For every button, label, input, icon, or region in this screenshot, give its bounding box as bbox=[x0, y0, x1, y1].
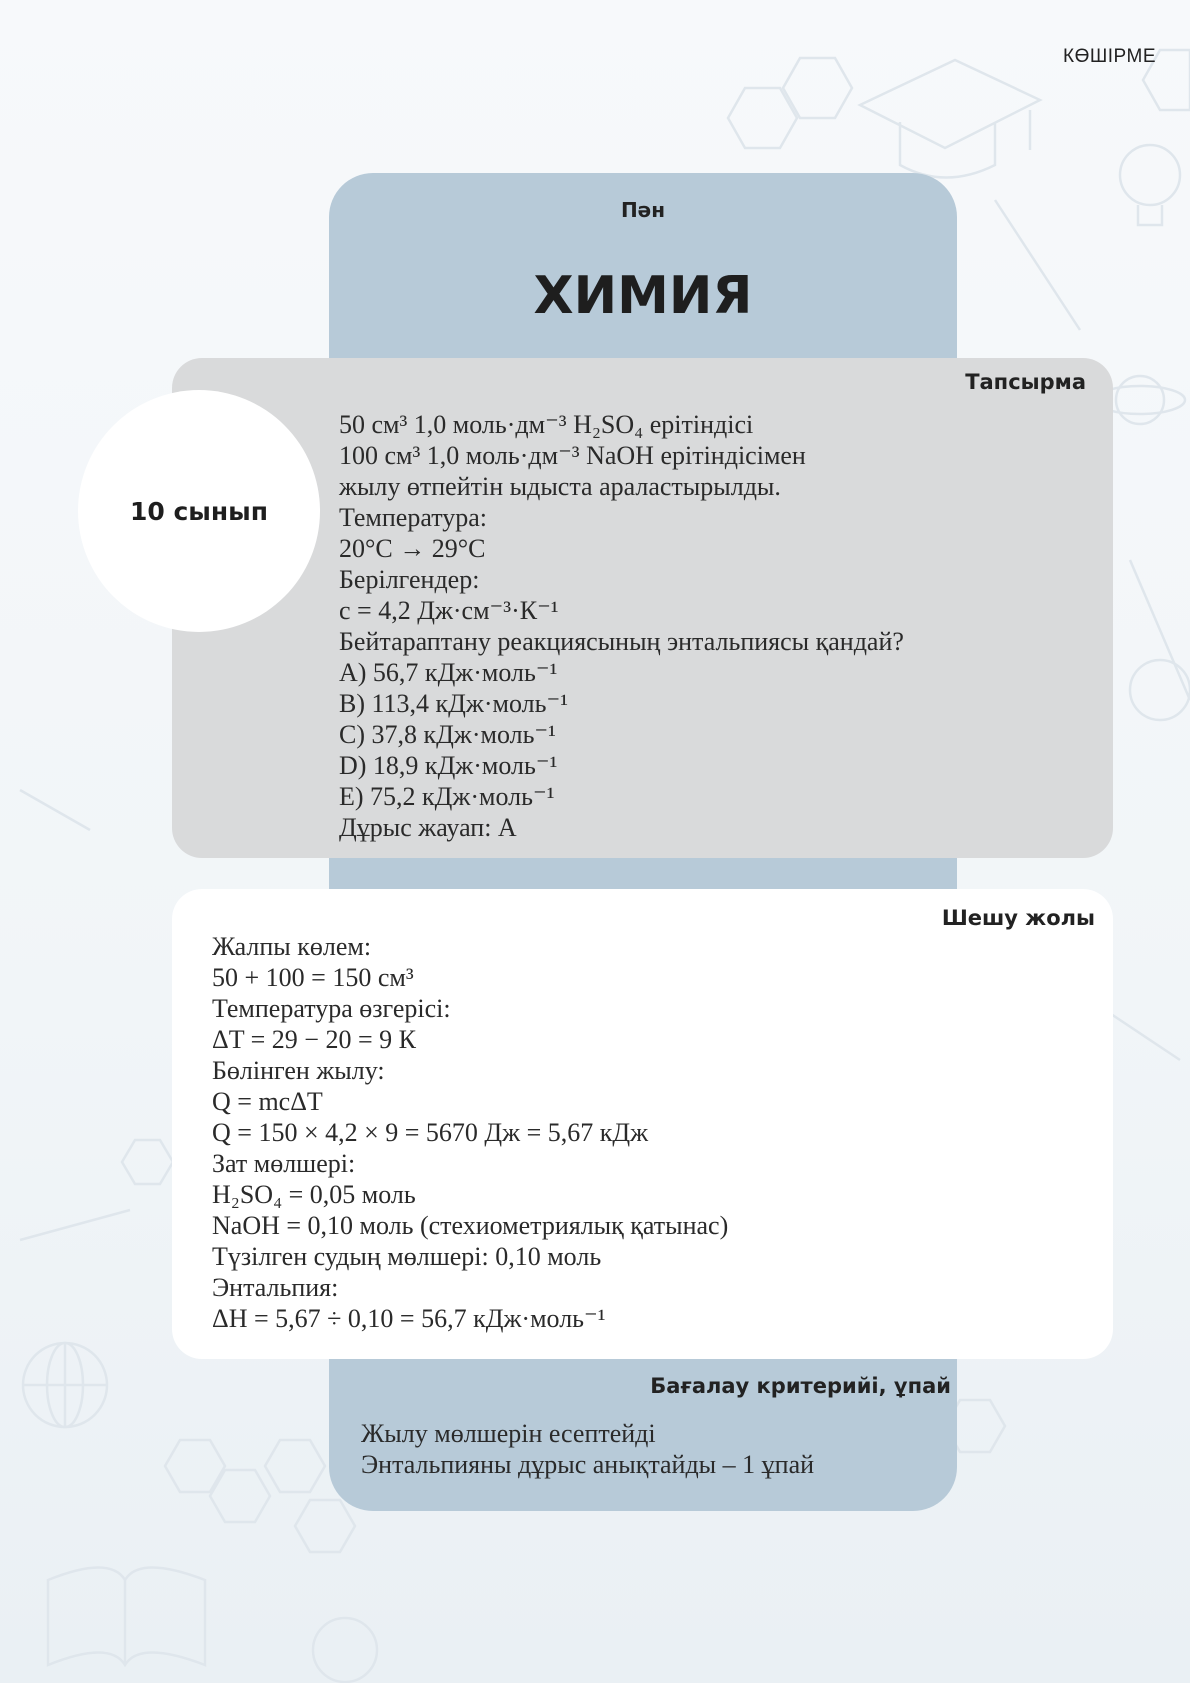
criteria-text bbox=[361, 1418, 814, 1480]
solution-line: Температура өзгерісі: bbox=[212, 994, 451, 1023]
solution-text bbox=[212, 931, 728, 1334]
task-line: Берілгендер: bbox=[339, 565, 480, 594]
solution-line: ΔT = 29 − 20 = 9 К bbox=[212, 1025, 416, 1054]
grade-badge bbox=[78, 390, 320, 632]
task-line: c = 4,2 Дж·см⁻³·К⁻¹ bbox=[339, 596, 559, 625]
solution-line: Бөлінген жылу: bbox=[212, 1056, 385, 1085]
open-book-icon bbox=[48, 1568, 205, 1666]
solution-line: Энтальпия: bbox=[212, 1273, 339, 1302]
solution-heading: Шешу жолы bbox=[941, 906, 1095, 930]
lightbulb-icon bbox=[1120, 145, 1180, 205]
correct-answer: Дұрыс жауап: A bbox=[339, 813, 517, 842]
task-line: Температура: bbox=[339, 503, 487, 532]
grade-text: 10 сынып bbox=[129, 496, 269, 526]
task-line: 20°C → 29°C bbox=[339, 534, 486, 563]
criteria-heading: Бағалау критерийі, ұпай bbox=[650, 1374, 951, 1398]
task-line: Бейтараптану реакциясының энтальпиясы қандай? bbox=[339, 627, 904, 656]
criteria-line: Энтальпияны дұрыс анықтайды – 1 ұпай bbox=[361, 1450, 815, 1479]
solution-line: Түзілген судың мөлшері: 0,10 моль bbox=[212, 1242, 602, 1271]
answer-option-e: E) 75,2 кДж·моль⁻¹ bbox=[339, 782, 555, 811]
subject-label: Пән bbox=[620, 198, 666, 222]
answer-option-a: A) 56,7 кДж·моль⁻¹ bbox=[339, 658, 558, 687]
task-line: жылу өтпейтін ыдыста араластырылды. bbox=[339, 472, 781, 501]
answer-option-c: C) 37,8 кДж·моль⁻¹ bbox=[339, 720, 556, 749]
task-line: 100 см³ 1,0 моль·дм⁻³ NaOH ерітіндісімен bbox=[339, 441, 806, 470]
solution-line: NaOH = 0,10 моль (стехиометриялық қатынас) bbox=[212, 1211, 729, 1240]
task-line: 50 см³ 1,0 моль·дм⁻³ H₂SO₄ ерітіндісі bbox=[339, 410, 754, 439]
subject-title: ХИМИЯ bbox=[533, 266, 753, 326]
hexagon-icon bbox=[295, 1500, 355, 1552]
hexagon-icon bbox=[122, 1140, 173, 1184]
task-text bbox=[339, 409, 904, 843]
solution-line: Зат мөлшері: bbox=[212, 1149, 356, 1178]
solution-line: Q = mcΔT bbox=[212, 1087, 323, 1116]
solution-line: ΔH = 5,67 ÷ 0,10 = 56,7 кДж·моль⁻¹ bbox=[212, 1304, 606, 1333]
answer-option-d: D) 18,9 кДж·моль⁻¹ bbox=[339, 751, 558, 780]
copy-watermark: КӨШІРМЕ bbox=[1063, 46, 1156, 67]
magnifier-icon bbox=[313, 1618, 377, 1682]
solution-line: H₂SO₄ = 0,05 моль bbox=[212, 1180, 416, 1209]
solution-line: Жалпы көлем: bbox=[212, 932, 372, 961]
atom-icon bbox=[1116, 376, 1164, 424]
graduation-cap-icon bbox=[860, 60, 1040, 178]
answer-option-b: B) 113,4 кДж·моль⁻¹ bbox=[339, 689, 568, 718]
hexagon-icon bbox=[728, 88, 797, 148]
solution-line: Q = 150 × 4,2 × 9 = 5670 Дж = 5,67 кДж bbox=[212, 1118, 649, 1147]
criteria-line: Жылу мөлшерін есептейді bbox=[361, 1419, 656, 1448]
solution-line: 50 + 100 = 150 см³ bbox=[212, 963, 414, 992]
task-heading: Тапсырма bbox=[965, 370, 1086, 394]
hexagon-icon bbox=[783, 58, 852, 118]
hexagon-icon bbox=[265, 1440, 325, 1492]
